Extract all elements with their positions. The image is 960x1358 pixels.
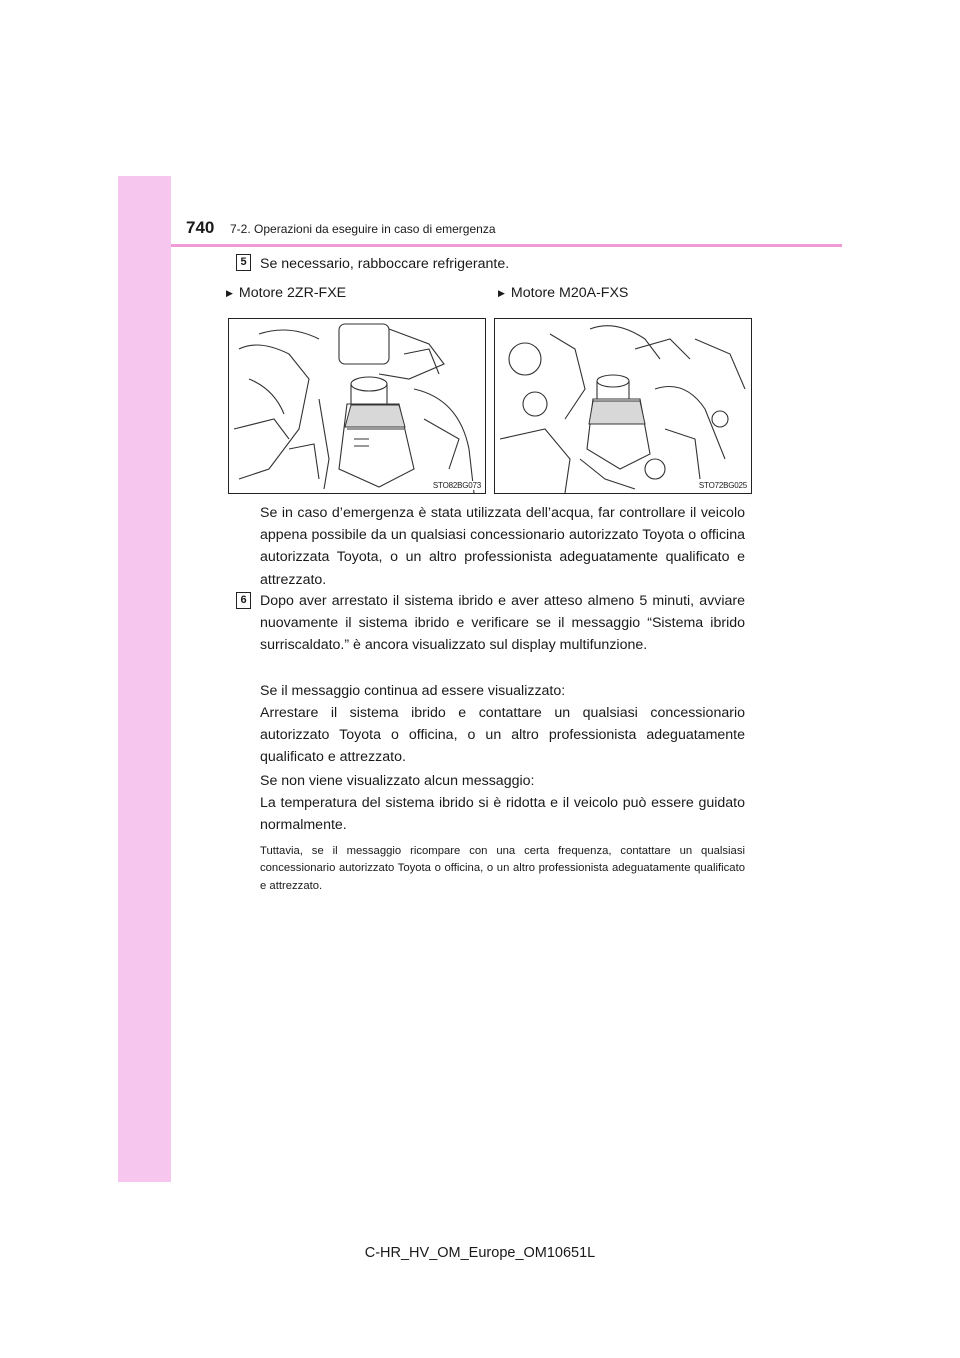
step-5-note: Se in caso d’emergenza è stata utilizzata dell’acqua, far controllare il veicolo appena possibile da un qualsiasi concessionario autorizzato Toyota o officina autorizzata Toyota, o un altro professionista adeguatamente qualificato e attrezzato. bbox=[260, 505, 745, 588]
step-5-text: Se necessario, rabboccare refrigerante. bbox=[260, 256, 510, 272]
step-6-footnote: Tuttavia, se il messaggio ricompare con una certa frequenza, contattare un qualsiasi concessionario autorizzato Toyota o officina, o un altro professionista adeguatamente qualificato e attrezzato. bbox=[260, 845, 745, 892]
case-message-visible-text: Arrestare il sistema ibrido e contattare un qualsiasi concessionario autorizzato Toyota o officina, o un altro professionista adeguatamente qualificato e attrezzato. bbox=[260, 705, 745, 766]
case-no-message-title: Se non viene visualizzato alcun messaggio: bbox=[260, 773, 535, 789]
figure-right-code: STO72BG025 bbox=[698, 481, 747, 490]
case-no-message-text: La temperatura del sistema ibrido si è ridotta e il veicolo può essere guidato normalmente. bbox=[260, 795, 745, 834]
header-rule bbox=[171, 244, 842, 247]
figure-right-label-text: Motore M20A-FXS bbox=[510, 285, 629, 301]
step-6-text: Dopo aver arrestato il sistema ibrido e aver atteso almeno 5 minuti, avviare nuovamente il sistema ibrido e verificare se il messaggio “Sistema ibrido surriscaldato.” è ancora visualizzato sul display multifunzione. bbox=[260, 593, 745, 654]
page-number: 740 bbox=[186, 218, 215, 237]
section-title: 7-2. Operazioni da eseguire in caso di emergenza bbox=[230, 222, 496, 236]
figure-left-label bbox=[226, 285, 346, 301]
triangle-bullet-icon: ▶ bbox=[498, 288, 505, 298]
case-message-visible-title: Se il messaggio continua ad essere visualizzato: bbox=[260, 683, 566, 699]
figure-left-code: STO82BG073 bbox=[432, 481, 481, 490]
step-5-badge: 5 bbox=[236, 254, 251, 271]
figure-right-label bbox=[498, 285, 628, 301]
engine-2zr-illustration bbox=[228, 318, 486, 494]
document-id: C-HR_HV_OM_Europe_OM10651L bbox=[364, 1245, 596, 1261]
chapter-sidebar bbox=[118, 176, 171, 1182]
triangle-bullet-icon: ▶ bbox=[226, 288, 233, 298]
engine-m20a-illustration bbox=[494, 318, 752, 494]
figure-left-label-text: Motore 2ZR-FXE bbox=[238, 285, 347, 301]
step-6-badge: 6 bbox=[236, 592, 251, 609]
